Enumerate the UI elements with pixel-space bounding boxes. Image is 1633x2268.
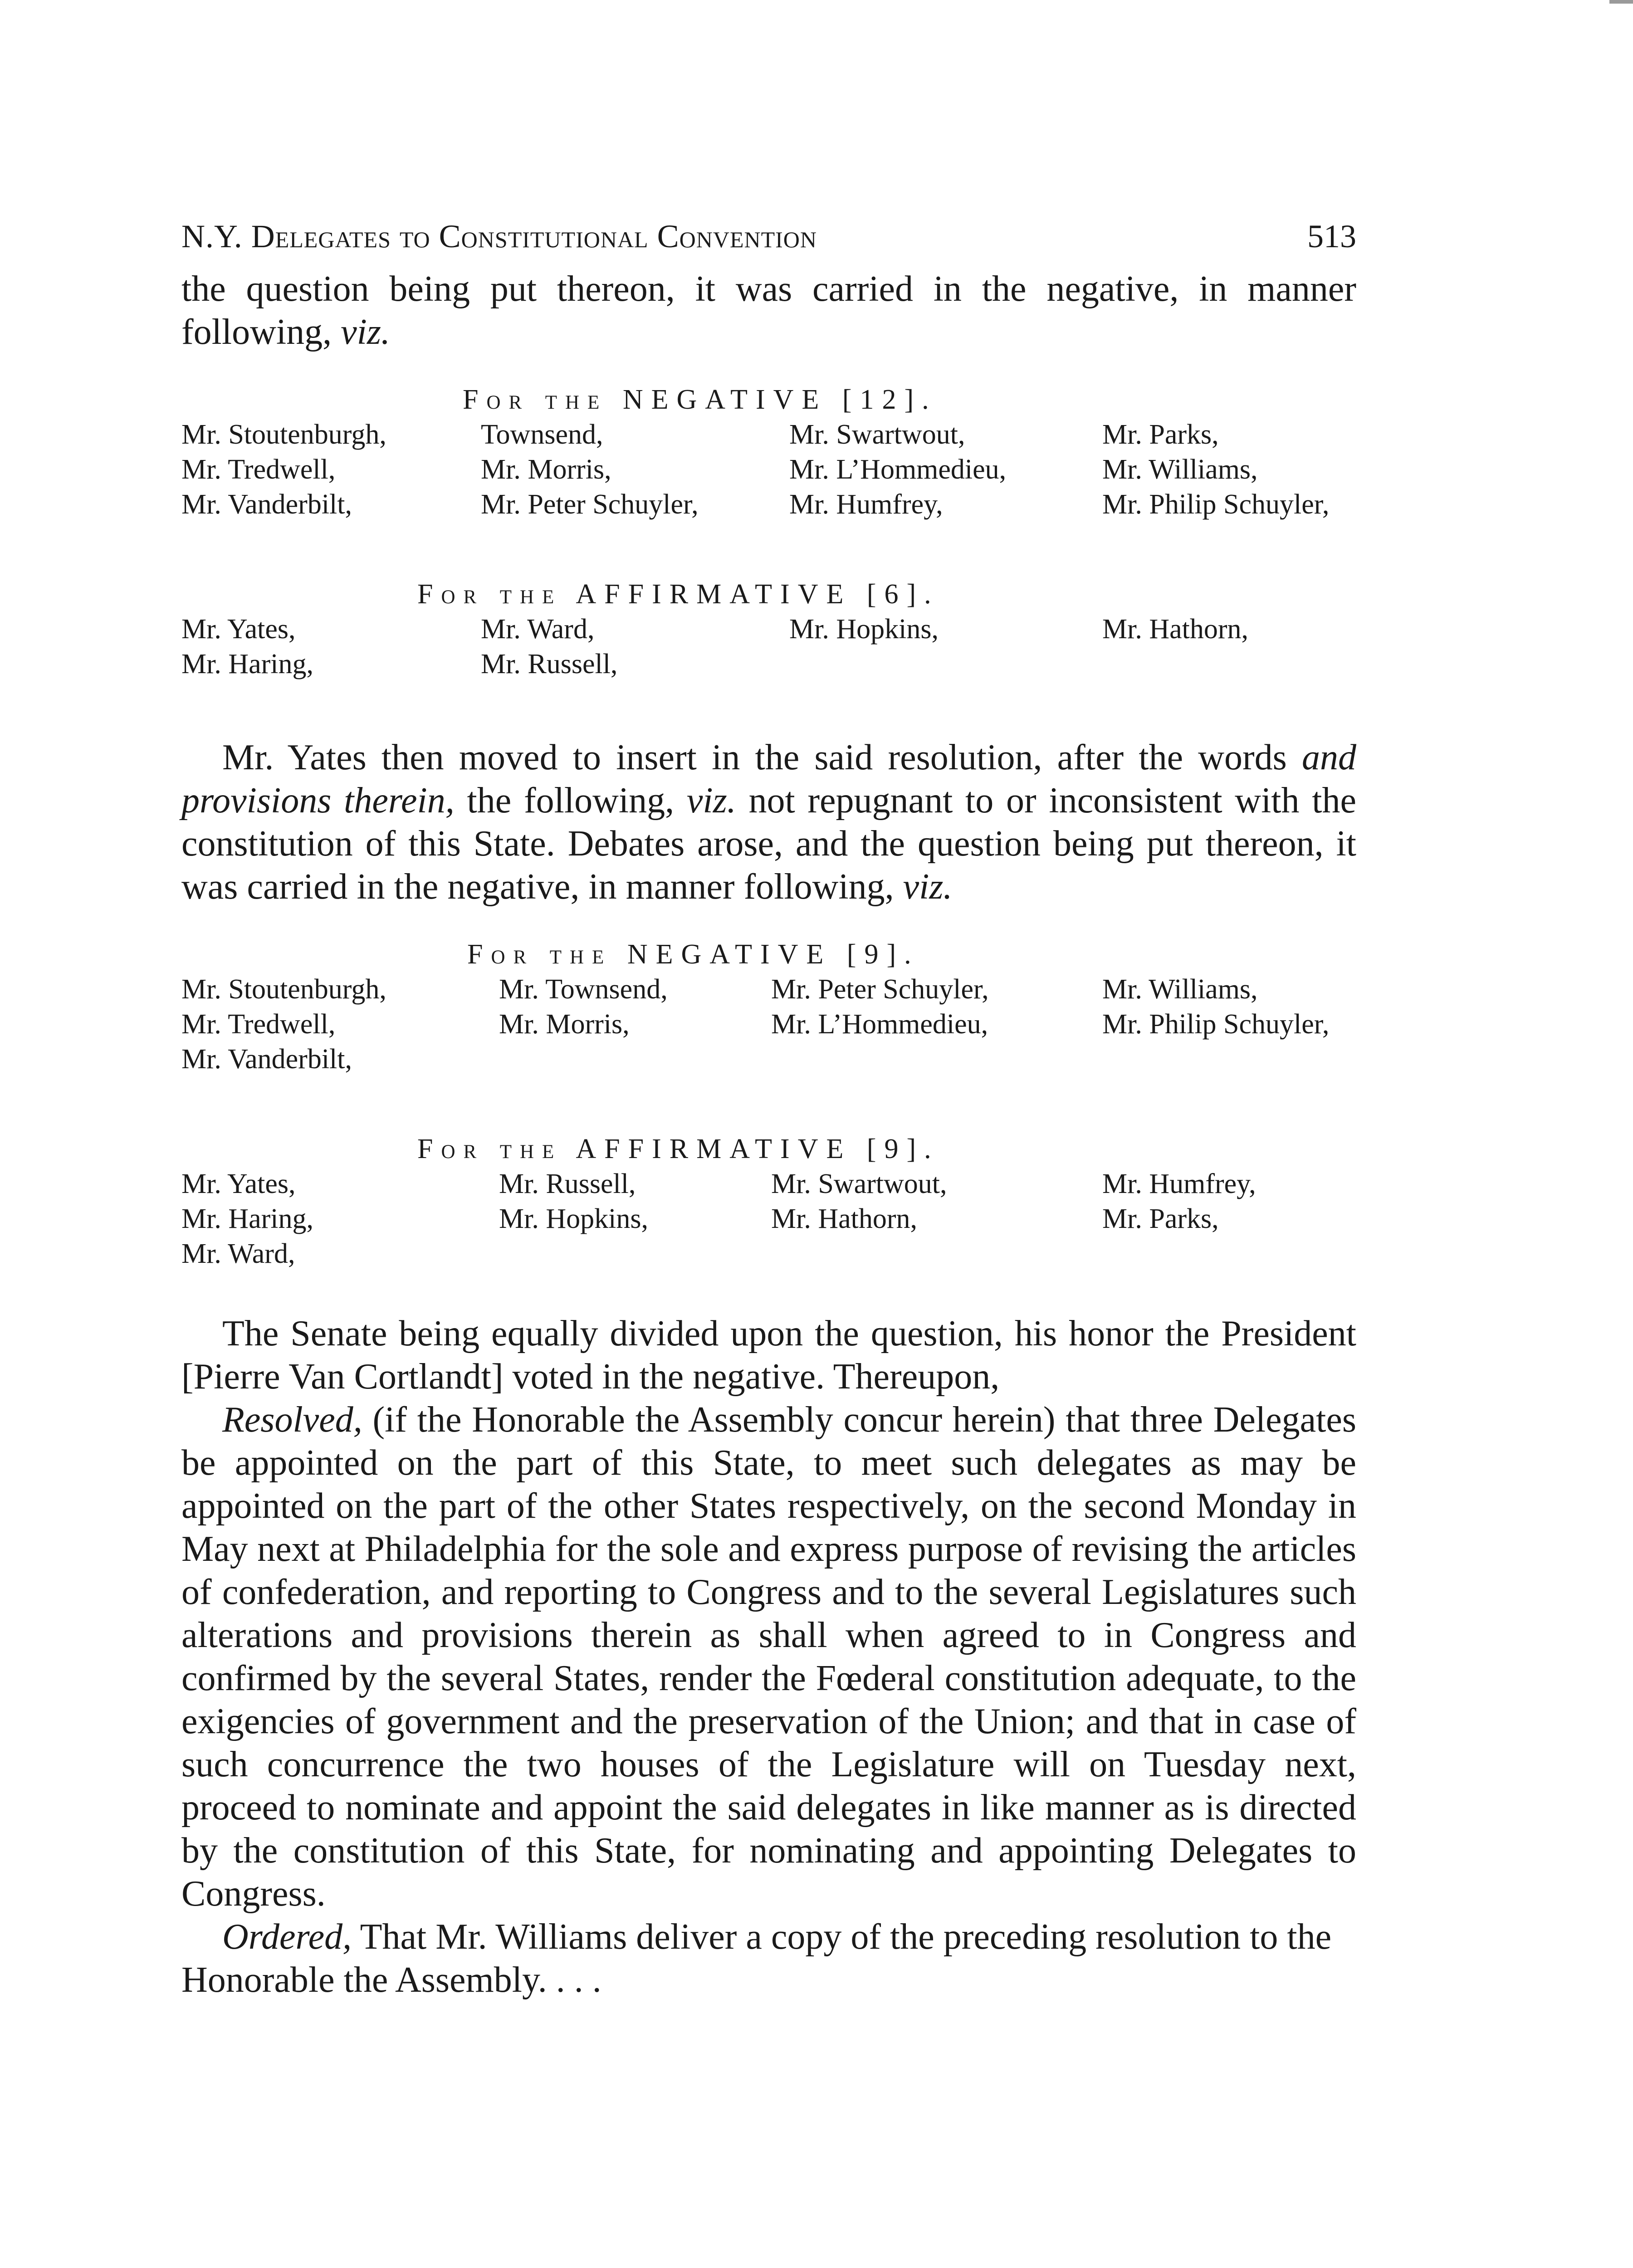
- voter-name: Mr. Morris,: [499, 1009, 630, 1040]
- motion-text-2: the following,: [454, 781, 687, 821]
- vote1-affirmative-list: [181, 612, 1356, 682]
- voter-name: Mr. Swartwout,: [771, 1168, 947, 1199]
- vote-heading-word: NEGATIVE: [627, 939, 832, 970]
- vote2-affirmative-list: [181, 1167, 1356, 1271]
- resolved-word: Resolved,: [222, 1400, 362, 1440]
- ordered-text: That Mr. Williams deliver a copy of the preceding resolution to the Honorable the Assembly. . . .: [181, 1917, 1332, 2000]
- running-title: N.Y. Delegates to Constitutional Convention: [181, 218, 817, 254]
- resolved-paragraph: [181, 1398, 1356, 1916]
- voter-name: Mr. Parks,: [1102, 419, 1219, 450]
- voter-name: Mr. Hathorn,: [771, 1203, 918, 1234]
- voter-name: Mr. Hathorn,: [1102, 614, 1249, 645]
- voter-name: Mr. Russell,: [499, 1168, 636, 1199]
- voter-name: Mr. Yates,: [181, 614, 296, 645]
- vote-heading-count: [9].: [866, 1134, 939, 1164]
- voter-name: Mr. Stoutenburgh,: [181, 419, 386, 450]
- vote-heading-count: [9].: [846, 939, 919, 970]
- voter-name: Mr. L’Hommedieu,: [771, 1009, 988, 1040]
- motion-italic-phrase: and provisions therein,: [181, 738, 1356, 821]
- voter-name: Mr. Swartwout,: [789, 419, 965, 450]
- voter-name: Mr. Philip Schuyler,: [1102, 1009, 1330, 1040]
- page-edge-mark: [1609, 0, 1633, 4]
- vote-heading-count: [6].: [866, 579, 939, 610]
- vote-heading-lead: For the: [417, 579, 562, 610]
- voter-name: Mr. Peter Schuyler,: [771, 974, 989, 1005]
- intro-text: the question being put thereon, it was carried in the negative, in manner following,: [181, 269, 1356, 352]
- voter-name: Mr. Humfrey,: [1102, 1168, 1256, 1199]
- motion-viz-end: viz.: [903, 867, 953, 907]
- voter-name: Mr. Vanderbilt,: [181, 489, 352, 520]
- voter-name: Mr. Morris,: [481, 454, 611, 485]
- vote1-negative-list: [181, 417, 1356, 522]
- ordered-paragraph: [181, 1916, 1356, 2002]
- voter-name: Mr. Russell,: [481, 649, 618, 679]
- vote2-negative-heading: [181, 937, 1356, 972]
- vote-heading-word: AFFIRMATIVE: [576, 1134, 852, 1164]
- voter-name: Mr. Stoutenburgh,: [181, 974, 386, 1005]
- vote2-negative-list: [181, 972, 1356, 1077]
- voter-name: Mr. Williams,: [1102, 454, 1258, 485]
- vote2-affirmative-heading: [181, 1131, 1356, 1167]
- vote-heading-lead: For the: [417, 1134, 562, 1164]
- motion-text-1: Mr. Yates then moved to insert in the said resolution, after the words: [222, 738, 1302, 777]
- page-number: 513: [1307, 218, 1356, 254]
- voter-name: Mr. Hopkins,: [499, 1203, 648, 1234]
- intro-viz: viz.: [341, 312, 390, 352]
- document-page: [181, 218, 1356, 2002]
- ordered-word: Ordered,: [222, 1917, 352, 1957]
- voter-name: Mr. Haring,: [181, 649, 314, 679]
- voter-name: Mr. Philip Schuyler,: [1102, 489, 1330, 520]
- vote1-affirmative-heading: [181, 577, 1356, 612]
- motion-text-3: not repugnant to or inconsistent with the constitution of this State. Debates arose, and the question being put thereon, it was carried in the negative, in manner following,: [181, 781, 1357, 907]
- vote-heading-lead: For the: [463, 384, 608, 415]
- voter-name: Mr. Townsend,: [499, 974, 668, 1005]
- vote1-negative-heading: [181, 382, 1356, 417]
- voter-name: Mr. Yates,: [181, 1168, 296, 1199]
- vote-heading-lead: For the: [467, 939, 612, 970]
- voter-name: Mr. L’Hommedieu,: [789, 454, 1007, 485]
- voter-name: Mr. Vanderbilt,: [181, 1044, 352, 1075]
- vote-heading-word: NEGATIVE: [622, 384, 827, 415]
- voter-name: Mr. Humfrey,: [789, 489, 943, 520]
- voter-name: Mr. Hopkins,: [789, 614, 939, 645]
- voter-name: Mr. Williams,: [1102, 974, 1258, 1005]
- voter-name: Mr. Tredwell,: [181, 454, 336, 485]
- motion-viz: viz.: [686, 781, 736, 821]
- voter-name: Townsend,: [481, 419, 603, 450]
- resolved-text: (if the Honorable the Assembly concur herein) that three Delegates be appointed on the part of this State, to meet such delegates as may be appointed on the part of the other States respectively, on the second Monday in May next at Philadelphia for the sole and express purpose of revising the articles of confederation, and reporting to Congress and to the several Legislatures such alterations and provisions therein as shall when agreed to in Congress and confirmed by the several States, render the Fœderal constitution adequate, to the exigencies of government and the preservation of the Union; and that in case of such concurrence the two houses of the Legislature will on Tuesday next, proceed to nominate and appoint the said delegates in like manner as is directed by the constitution of this State, for nominating and appointing Delegates to Congress.: [181, 1400, 1356, 1914]
- vote-heading-count: [12].: [842, 384, 937, 415]
- vote-heading-word: AFFIRMATIVE: [576, 579, 852, 610]
- voter-name: Mr. Ward,: [481, 614, 595, 645]
- voter-name: Mr. Ward,: [181, 1238, 295, 1269]
- running-head: [181, 218, 1356, 268]
- voter-name: Mr. Tredwell,: [181, 1009, 336, 1040]
- voter-name: Mr. Haring,: [181, 1203, 314, 1234]
- intro-paragraph: [181, 268, 1356, 354]
- motion-paragraph: [181, 736, 1356, 909]
- division-paragraph: The Senate being equally divided upon the question, his honor the President [Pierre Van Cortlandt] voted in the negative. Thereupon,: [181, 1314, 1356, 1397]
- voter-name: Mr. Parks,: [1102, 1203, 1219, 1234]
- voter-name: Mr. Peter Schuyler,: [481, 489, 699, 520]
